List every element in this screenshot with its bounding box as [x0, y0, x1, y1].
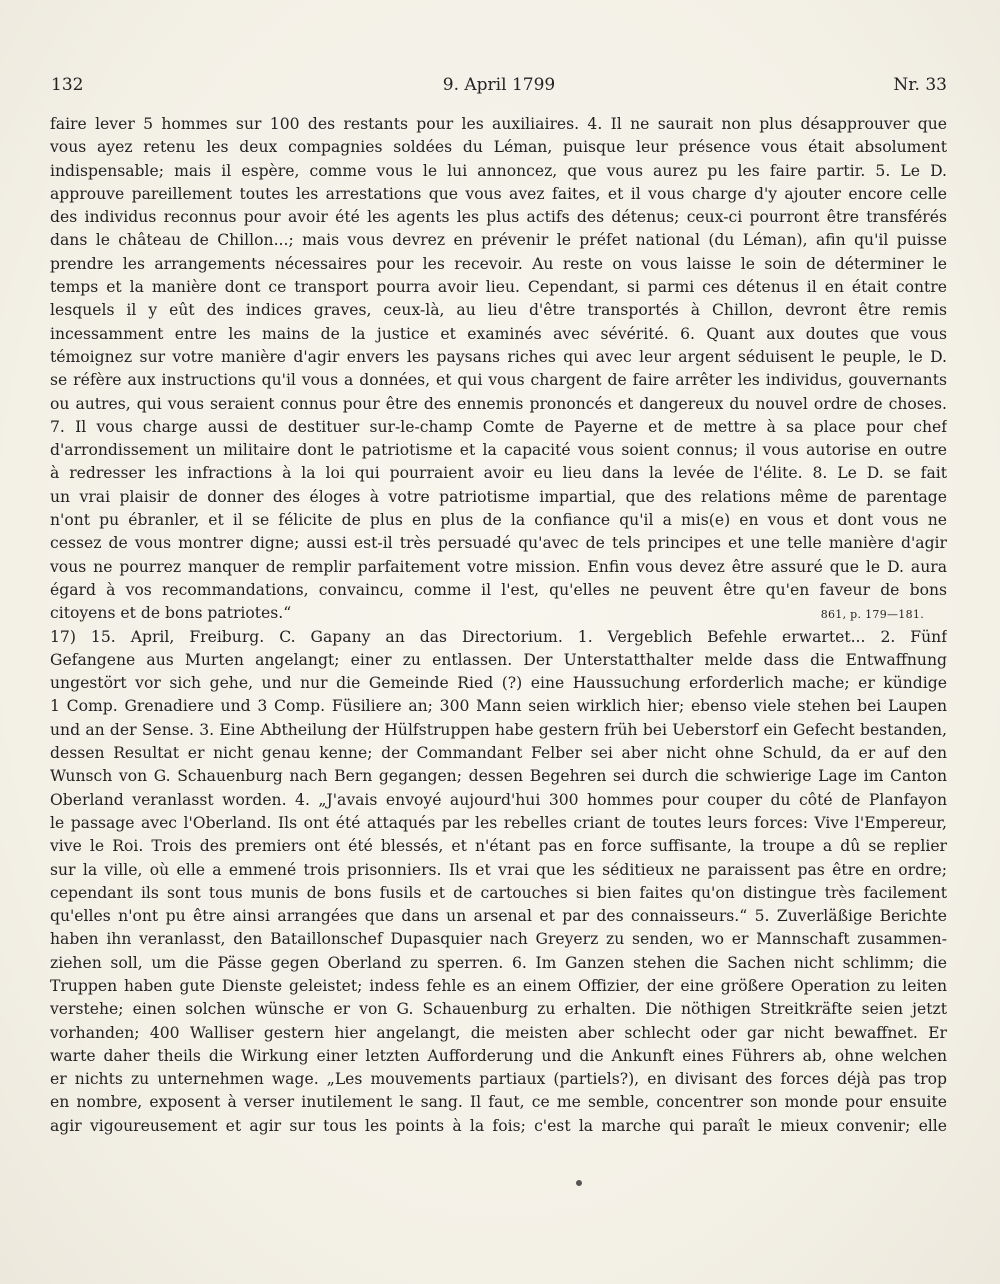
text-line: Oberland veranlasst worden. 4. „J'avais envoyé aujourd'hui 300 hommes pour couper du côté de Planfayon — [50, 790, 947, 809]
text-line: Gefangene aus Murten angelangt; einer zu entlassen. Der Unterstatthalter melde dass die Entwaffnung — [50, 650, 947, 669]
text-line: sur la ville, où elle a emmené trois prisonniers. Ils et vrai que les séditieux ne paraissent pas être en ordre; — [50, 860, 947, 879]
text-line: qu'elles n'ont pu être ainsi arrangées que dans un arsenal et par des connaisseurs.“ 5. Zuverläßige Berichte — [50, 907, 947, 926]
text-line: 1 Comp. Grenadiere und 3 Comp. Füsiliere an; 300 Mann seien wirklich hier; ebenso viele stehen bei Laupen — [50, 697, 947, 716]
text-line: des individus reconnus pour avoir été les agents les plus actifs des détenus; ceux-ci pourront être transférés — [50, 208, 947, 227]
text-line: égard à vos recommandations, convaincu, comme il l'est, qu'elles ne peuvent être qu'en faveur de bons — [50, 580, 947, 599]
text-line: vous ne pourrez manquer de remplir parfaitement votre mission. Enfin vous devez être assuré que le D. aura — [50, 557, 947, 576]
text-line: se réfère aux instructions qu'il vous a données, et qui vous chargent de faire arrêter les individus, gouvernants — [50, 371, 947, 390]
text-line: à redresser les infractions à la loi qui pourraient avoir eu lieu dans la levée de l'élite. 8. Le D. se fait — [50, 464, 947, 483]
text-line: cessez de vous montrer digne; aussi est-il très persuadé qu'avec de tels principes et une telle manière d'agir — [50, 534, 947, 553]
text-line: dans le château de Chillon...; mais vous devrez en prévenir le préfet national (du Léman), afin qu'il puisse — [50, 231, 947, 250]
text-line: agir vigoureusement et agir sur tous les points à la fois; c'est la marche qui paraît le mieux convenir; elle — [50, 1116, 947, 1135]
closing-line-text: citoyens et de bons patriotes.“ — [50, 604, 292, 623]
text-line: approuve pareillement toutes les arrestations que vous avez faites, et il vous charge d'y ajouter encore celle — [50, 184, 947, 203]
text-line: verstehe; einen solchen wünsche er von G. Schauenburg zu erhalten. Die nöthigen Streitkräfte seien jetzt — [50, 1000, 947, 1019]
text-line: n'ont pu ébranler, et il se félicite de plus en plus de la confiance qu'il a mis(e) en vous et dont vous ne — [50, 511, 947, 530]
text-line: vous ayez retenu les deux compagnies soldées du Léman, puisque leur présence vous était absolument — [50, 138, 947, 157]
text-line: incessamment entre les mains de la justice et examinés avec sévérité. 6. Quant aux doutes que vous — [50, 324, 947, 343]
text-line: indispensable; mais il espère, comme vous le lui annoncez, que vous aurez pu les faire partir. 5. Le D. — [50, 161, 947, 180]
text-line: haben ihn veranlasst, den Bataillonschef Dupasquier nach Greyerz zu senden, wo er Mannschaft zusammen- — [50, 930, 947, 949]
text-line: en nombre, exposent à verser inutilement le sang. Il faut, ce me semble, concentrer son monde pour ensuite — [50, 1093, 947, 1112]
text-line: vorhanden; 400 Walliser gestern hier angelangt, die meisten aber schlecht oder gar nicht bewaffnet. Er — [50, 1023, 947, 1042]
text-line: warte daher theils die Wirkung einer letzten Aufforderung und die Ankunft eines Führers ab, ohne welchen — [50, 1046, 947, 1065]
text-line: und an der Sense. 3. Eine Abtheilung der Hülfstruppen habe gestern früh bei Ueberstorf ein Gefecht bestanden, — [50, 720, 947, 739]
text-line: lesquels il y eût des indices graves, ceux-là, au lieu d'être transportés à Chillon, devront être remis — [50, 301, 947, 320]
text-line: dessen Resultat er nicht genau kenne; der Commandant Felber sei aber nicht ohne Schuld, da er auf den — [50, 744, 947, 763]
text-line: ziehen soll, um die Pässe gegen Oberland zu sperren. 6. Im Ganzen stehen die Sachen nicht schlimm; die — [50, 953, 947, 972]
page-header — [51, 72, 947, 98]
text-line: temps et la manière dont ce transport pourra avoir lieu. Cependant, si parmi ces détenus il en était contre — [50, 278, 947, 297]
text-line: le passage avec l'Oberland. Ils ont été attaqués par les rebelles criant de toutes leurs forces: Vive l'Empereur, — [50, 813, 947, 832]
text-line: un vrai plaisir de donner des éloges à votre patriotisme impartial, que des relations même de parentage — [50, 487, 947, 506]
text-line: faire lever 5 hommes sur 100 des restants pour les auxiliaires. 4. Il ne saurait non plus désapprouver que — [50, 115, 947, 133]
running-title: 9. April 1799 — [442, 75, 556, 95]
text-line: ungestört vor sich gehe, und nur die Gemeinde Ried (?) eine Haussuchung erforderlich mache; er kündige — [50, 674, 947, 693]
text-line: 7. Il vous charge aussi de destituer sur-le-champ Comte de Payerne et de mettre à sa place pour chef — [50, 417, 947, 436]
closing-line — [50, 602, 947, 625]
text-line: d'arrondissement un militaire dont le patriotisme et la capacité vous soient connus; il vous autorise en outre — [50, 441, 947, 460]
text-line: Truppen haben gute Dienste geleistet; indess fehle es an einem Offizier, der eine größere Operation zu leiten — [50, 976, 947, 995]
section-number: Nr. 33 — [893, 75, 947, 95]
text-line: ou autres, qui vous seraient connus pour être des ennemis prononcés et dangereux du nouvel ordre de choses. — [50, 394, 947, 413]
body-text — [50, 113, 947, 1161]
page-number: 132 — [51, 75, 84, 95]
source-citation: 861, p. 179—181. — [820, 608, 924, 622]
text-line — [50, 1138, 947, 1161]
text-line: 17) 15. April, Freiburg. C. Gapany an das Directorium. 1. Vergeblich Befehle erwartet... 2. Fünf — [50, 627, 947, 646]
text-line: cependant ils sont tous munis de bons fusils et de cartouches si bien faites qu'on distingue très facilement — [50, 883, 947, 902]
text-line: Wunsch von G. Schauenburg nach Bern gegangen; dessen Begehren sei durch die schwierige Lage im Canton — [50, 767, 947, 786]
text-line: vive le Roi. Trois des premiers ont été blessés, et n'étant pas en force suffisante, la troupe a dû se replier — [50, 837, 947, 856]
text-line: témoignez sur votre manière d'agir envers les paysans riches qui avec leur argent séduisent le peuple, le D. — [50, 347, 947, 366]
ink-dot — [576, 1180, 582, 1186]
text-line: er nichts zu unternehmen wage. „Les mouvements partiaux (partiels?), en divisant des forces déjà pas trop — [50, 1070, 947, 1089]
text-line: prendre les arrangements nécessaires pour les recevoir. Au reste on vous laisse le soin de déterminer le — [50, 254, 947, 273]
